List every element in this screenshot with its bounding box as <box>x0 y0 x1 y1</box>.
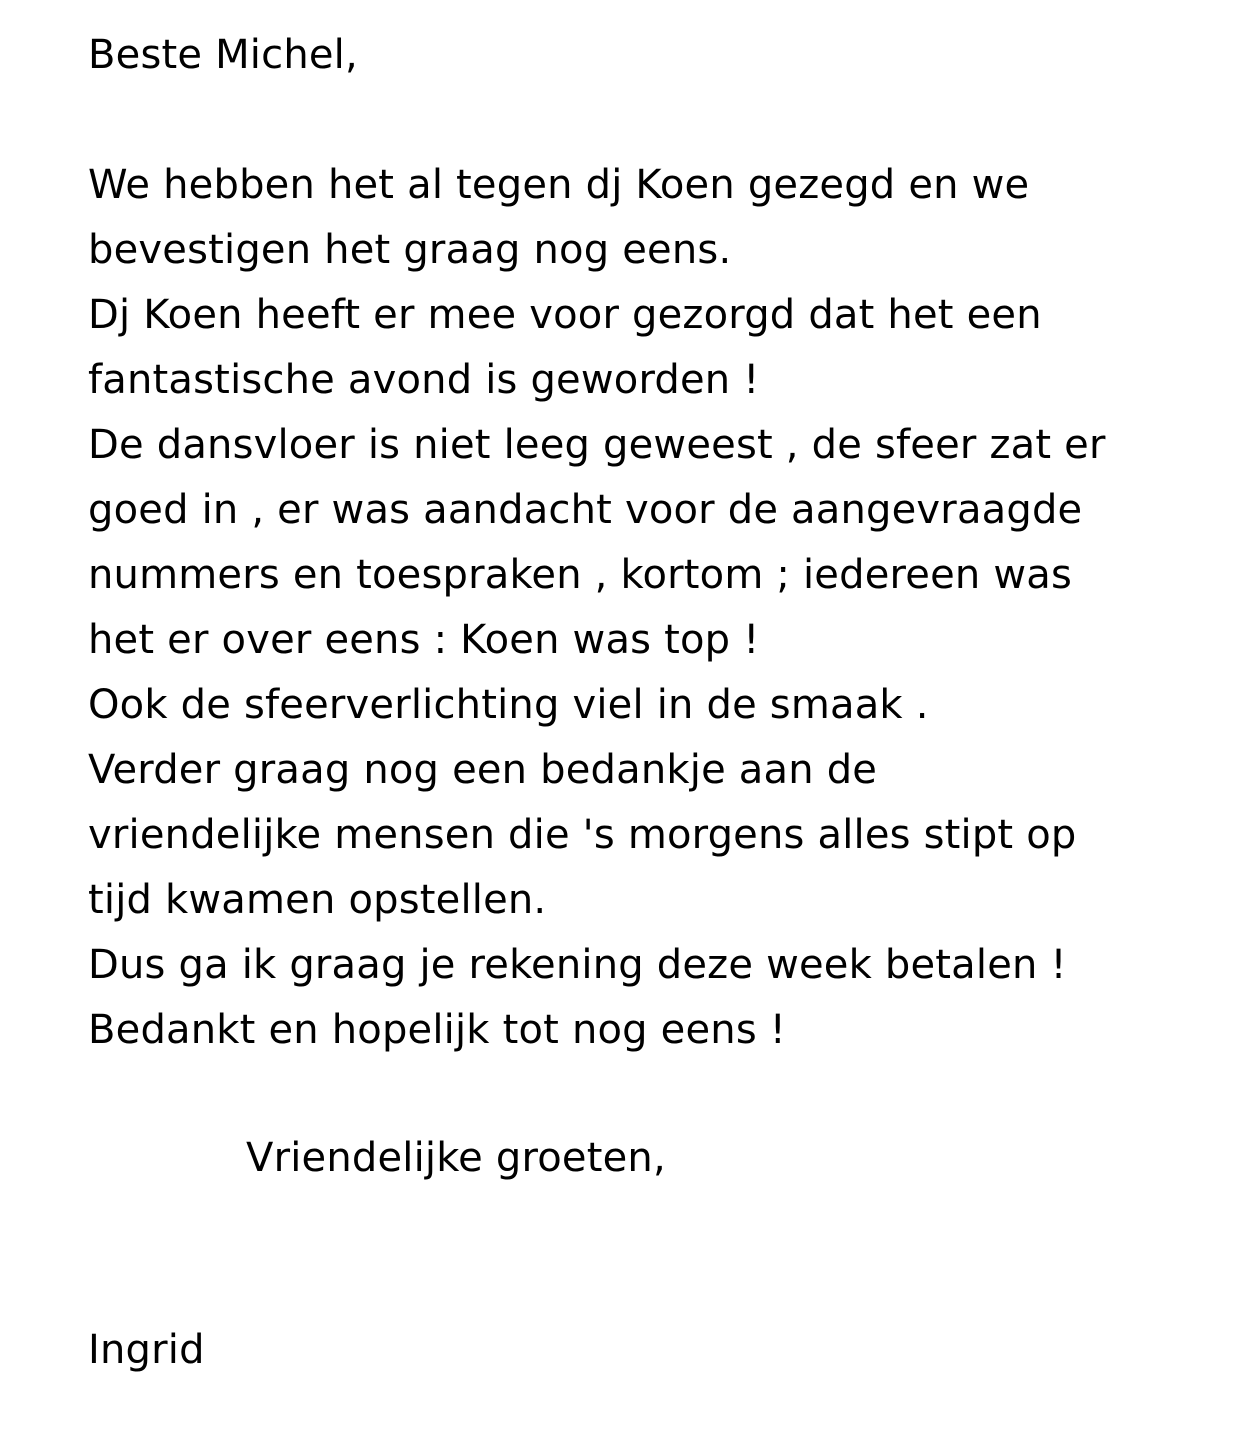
greeting: Beste Michel, <box>88 32 358 78</box>
body-line: Bedankt en hopelijk tot nog eens ! <box>88 1007 787 1053</box>
body-line: fantastische avond is geworden ! <box>88 357 760 403</box>
body-line: het er over eens : Koen was top ! <box>88 617 760 663</box>
body-line: Ook de sfeerverlichting viel in de smaak . <box>88 682 929 728</box>
body-line: De dansvloer is niet leeg geweest , de sfeer zat er <box>88 422 1106 468</box>
body-line: We hebben het al tegen dj Koen gezegd en we <box>88 162 1030 208</box>
body-line: Verder graag nog een bedankje aan de <box>88 747 878 793</box>
body-line: Dus ga ik graag je rekening deze week betalen ! <box>88 942 1067 988</box>
body-line: bevestigen het graag nog eens. <box>88 227 732 273</box>
body-line: vriendelijke mensen die 's morgens alles stipt op <box>88 812 1077 858</box>
body-line: Dj Koen heeft er mee voor gezorgd dat het een <box>88 292 1042 338</box>
signature: Ingrid <box>88 1327 205 1373</box>
body-line: nummers en toespraken , kortom ; iedereen was <box>88 552 1073 598</box>
body-line: goed in , er was aandacht voor de aangevraagde <box>88 487 1083 533</box>
closing: Vriendelijke groeten, <box>246 1135 666 1181</box>
body-line: tijd kwamen opstellen. <box>88 877 547 923</box>
